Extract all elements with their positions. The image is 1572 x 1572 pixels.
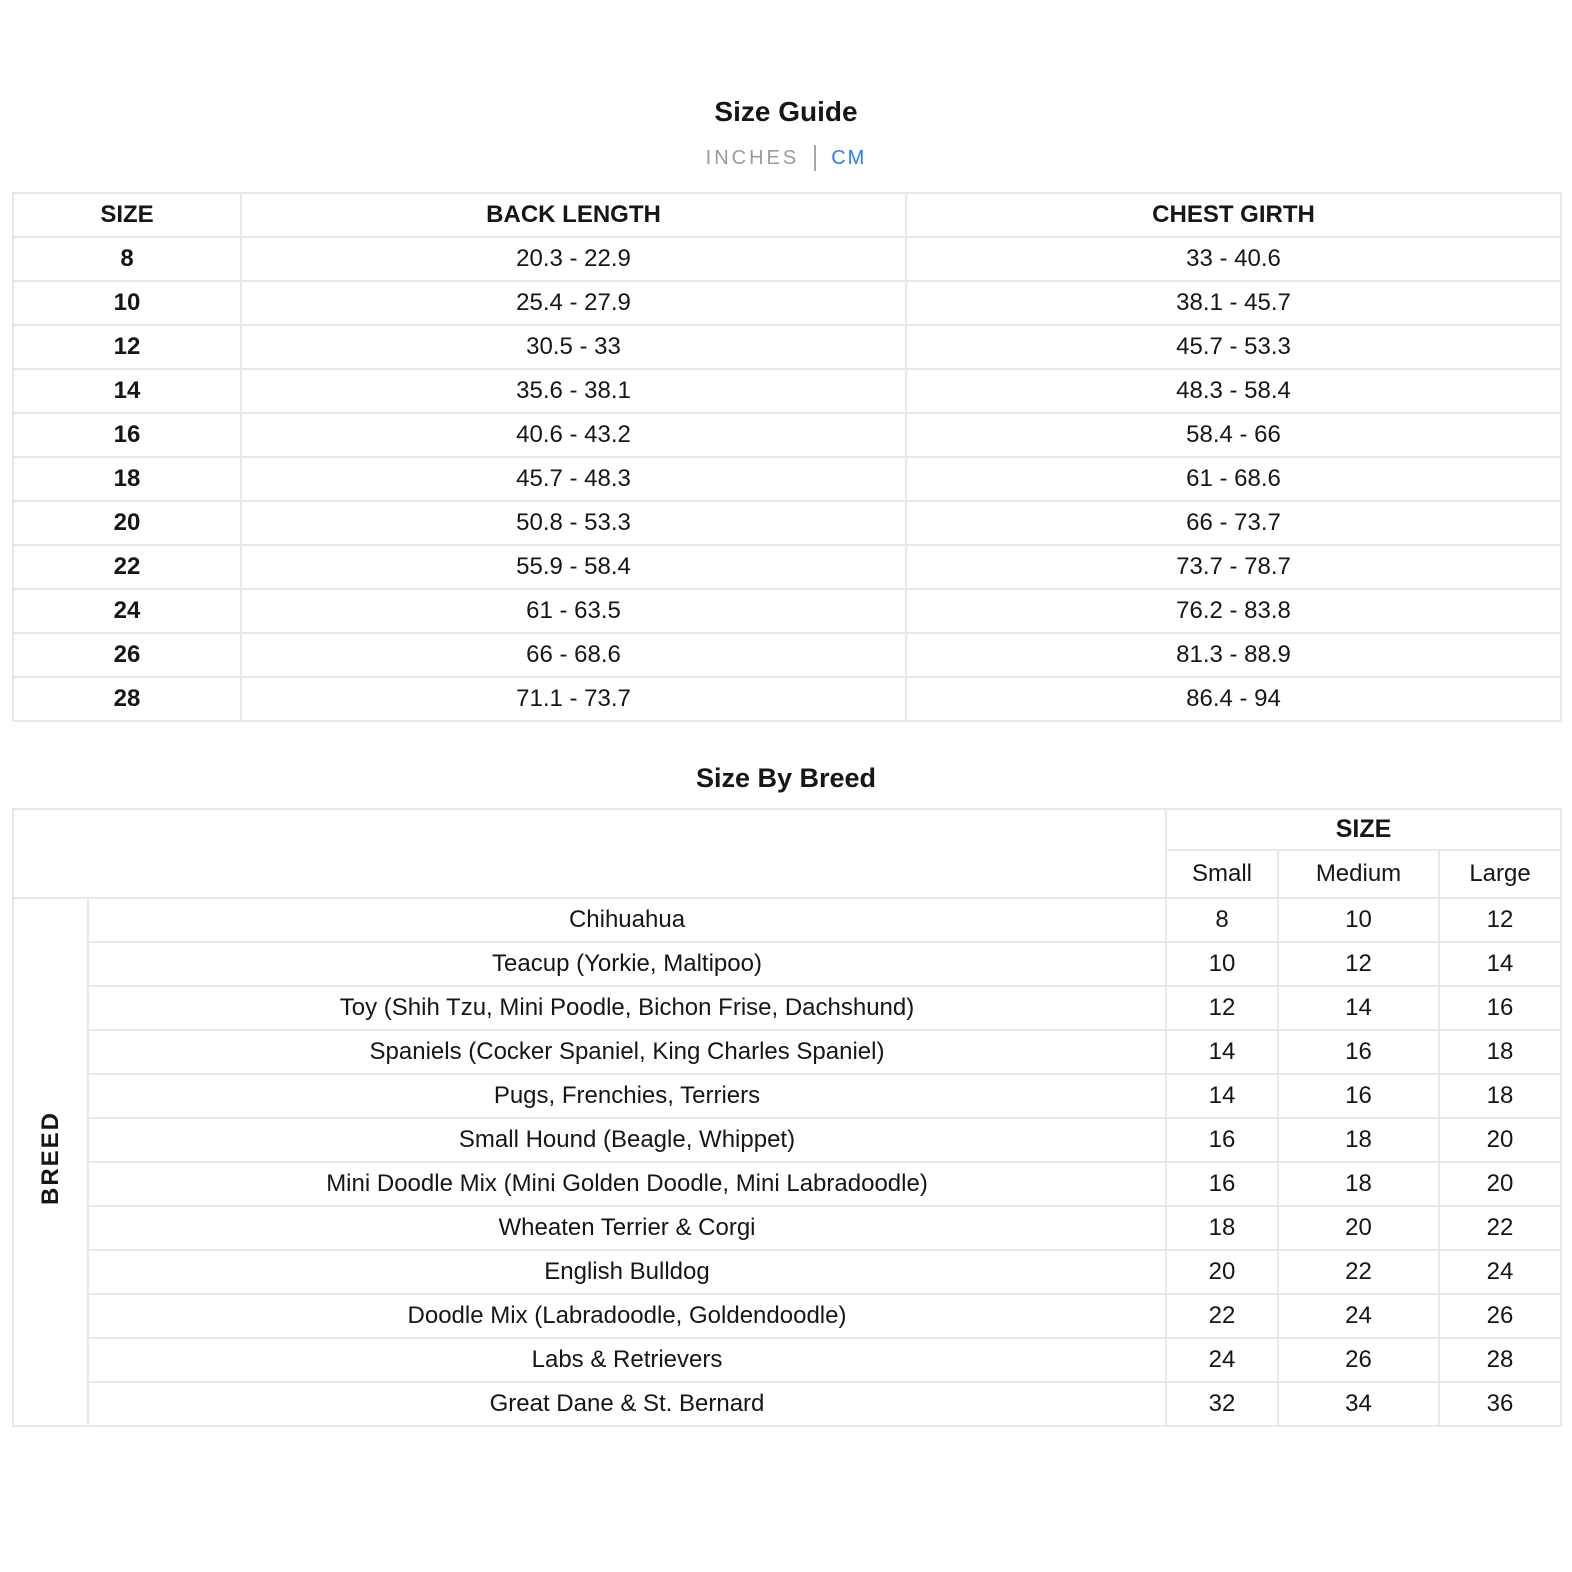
breed-row xyxy=(13,942,1561,986)
small-size-cell: 16 xyxy=(1166,1162,1278,1206)
chest-girth-column-header: CHEST GIRTH xyxy=(906,193,1561,237)
table-row xyxy=(13,281,1561,325)
breed-row xyxy=(13,898,1561,942)
back-length-cell: 45.7 - 48.3 xyxy=(241,457,906,501)
table-row xyxy=(13,677,1561,721)
chest-girth-cell: 81.3 - 88.9 xyxy=(906,633,1561,677)
size-cell: 18 xyxy=(13,457,241,501)
breed-table-size-header-row xyxy=(13,809,1561,850)
breed-row xyxy=(13,1250,1561,1294)
back-length-cell: 40.6 - 43.2 xyxy=(241,413,906,457)
breed-name-cell: Spaniels (Cocker Spaniel, King Charles Spaniel) xyxy=(88,1030,1166,1074)
size-cell: 10 xyxy=(13,281,241,325)
small-size-cell: 16 xyxy=(1166,1118,1278,1162)
large-size-cell: 18 xyxy=(1439,1030,1561,1074)
large-size-cell: 24 xyxy=(1439,1250,1561,1294)
breed-name-cell: Labs & Retrievers xyxy=(88,1338,1166,1382)
back-length-cell: 61 - 63.5 xyxy=(241,589,906,633)
table-row xyxy=(13,237,1561,281)
large-size-cell: 28 xyxy=(1439,1338,1561,1382)
chest-girth-cell: 38.1 - 45.7 xyxy=(906,281,1561,325)
size-cell: 24 xyxy=(13,589,241,633)
back-length-cell: 35.6 - 38.1 xyxy=(241,369,906,413)
large-size-cell: 22 xyxy=(1439,1206,1561,1250)
table-row xyxy=(13,457,1561,501)
small-size-cell: 12 xyxy=(1166,986,1278,1030)
size-cell: 12 xyxy=(13,325,241,369)
breed-row xyxy=(13,1382,1561,1426)
large-column-header: Large xyxy=(1439,850,1561,898)
chest-girth-cell: 33 - 40.6 xyxy=(906,237,1561,281)
breed-name-cell: Small Hound (Beagle, Whippet) xyxy=(88,1118,1166,1162)
small-size-cell: 14 xyxy=(1166,1030,1278,1074)
breed-row xyxy=(13,1294,1561,1338)
medium-size-cell: 22 xyxy=(1278,1250,1439,1294)
table-row xyxy=(13,413,1561,457)
small-size-cell: 14 xyxy=(1166,1074,1278,1118)
size-guide-title: Size Guide xyxy=(714,96,858,127)
large-size-cell: 12 xyxy=(1439,898,1561,942)
medium-size-cell: 18 xyxy=(1278,1162,1439,1206)
breed-name-cell: Wheaten Terrier & Corgi xyxy=(88,1206,1166,1250)
small-size-cell: 22 xyxy=(1166,1294,1278,1338)
table-row xyxy=(13,369,1561,413)
medium-size-cell: 12 xyxy=(1278,942,1439,986)
inches-toggle-button[interactable]: INCHES xyxy=(705,147,800,169)
medium-size-cell: 10 xyxy=(1278,898,1439,942)
chest-girth-cell: 76.2 - 83.8 xyxy=(906,589,1561,633)
size-cell: 22 xyxy=(13,545,241,589)
size-column-header: SIZE xyxy=(13,193,241,237)
size-by-breed-title: Size By Breed xyxy=(695,763,877,793)
breed-name-cell: Doodle Mix (Labradoodle, Goldendoodle) xyxy=(88,1294,1166,1338)
small-size-cell: 18 xyxy=(1166,1206,1278,1250)
table-row xyxy=(13,325,1561,369)
table-row xyxy=(13,501,1561,545)
size-group-header: SIZE xyxy=(1166,809,1561,850)
small-size-cell: 20 xyxy=(1166,1250,1278,1294)
medium-size-cell: 16 xyxy=(1278,1074,1439,1118)
size-cell: 28 xyxy=(13,677,241,721)
breed-name-cell: Pugs, Frenchies, Terriers xyxy=(88,1074,1166,1118)
medium-column-header: Medium xyxy=(1278,850,1439,898)
medium-size-cell: 26 xyxy=(1278,1338,1439,1382)
small-size-cell: 32 xyxy=(1166,1382,1278,1426)
chest-girth-cell: 58.4 - 66 xyxy=(906,413,1561,457)
breed-row xyxy=(13,1118,1561,1162)
medium-size-cell: 24 xyxy=(1278,1294,1439,1338)
table-row xyxy=(13,545,1561,589)
size-cell: 14 xyxy=(13,369,241,413)
back-length-cell: 30.5 - 33 xyxy=(241,325,906,369)
back-length-cell: 55.9 - 58.4 xyxy=(241,545,906,589)
medium-size-cell: 20 xyxy=(1278,1206,1439,1250)
small-size-cell: 24 xyxy=(1166,1338,1278,1382)
small-column-header: Small xyxy=(1166,850,1278,898)
size-cell: 26 xyxy=(13,633,241,677)
large-size-cell: 18 xyxy=(1439,1074,1561,1118)
breed-axis-cell xyxy=(13,898,88,1426)
breed-row xyxy=(13,1162,1561,1206)
breed-name-cell: Toy (Shih Tzu, Mini Poodle, Bichon Frise, Dachshund) xyxy=(88,986,1166,1030)
breed-name-cell: Teacup (Yorkie, Maltipoo) xyxy=(88,942,1166,986)
breed-row xyxy=(13,1030,1561,1074)
large-size-cell: 16 xyxy=(1439,986,1561,1030)
back-length-cell: 71.1 - 73.7 xyxy=(241,677,906,721)
breed-row xyxy=(13,1074,1561,1118)
back-length-cell: 25.4 - 27.9 xyxy=(241,281,906,325)
large-size-cell: 26 xyxy=(1439,1294,1561,1338)
medium-size-cell: 16 xyxy=(1278,1030,1439,1074)
size-cell: 20 xyxy=(13,501,241,545)
size-cell: 8 xyxy=(13,237,241,281)
large-size-cell: 36 xyxy=(1439,1382,1561,1426)
size-guide-header-row xyxy=(13,193,1561,237)
breed-name-cell: Great Dane & St. Bernard xyxy=(88,1382,1166,1426)
toggle-divider xyxy=(814,145,816,171)
breed-axis-label: BREED xyxy=(36,1111,64,1206)
corner-empty-cell xyxy=(13,809,1166,898)
breed-row xyxy=(13,1338,1561,1382)
large-size-cell: 20 xyxy=(1439,1162,1561,1206)
breed-name-cell: English Bulldog xyxy=(88,1250,1166,1294)
medium-size-cell: 34 xyxy=(1278,1382,1439,1426)
size-cell: 16 xyxy=(13,413,241,457)
small-size-cell: 8 xyxy=(1166,898,1278,942)
chest-girth-cell: 48.3 - 58.4 xyxy=(906,369,1561,413)
small-size-cell: 10 xyxy=(1166,942,1278,986)
size-guide-table xyxy=(12,192,1562,722)
back-length-column-header: BACK LENGTH xyxy=(241,193,906,237)
table-row xyxy=(13,589,1561,633)
table-row xyxy=(13,633,1561,677)
large-size-cell: 20 xyxy=(1439,1118,1561,1162)
chest-girth-cell: 66 - 73.7 xyxy=(906,501,1561,545)
chest-girth-cell: 45.7 - 53.3 xyxy=(906,325,1561,369)
chest-girth-cell: 86.4 - 94 xyxy=(906,677,1561,721)
back-length-cell: 20.3 - 22.9 xyxy=(241,237,906,281)
size-by-breed-table xyxy=(12,808,1562,1427)
chest-girth-cell: 73.7 - 78.7 xyxy=(906,545,1561,589)
back-length-cell: 50.8 - 53.3 xyxy=(241,501,906,545)
breed-row xyxy=(13,986,1561,1030)
unit-toggle xyxy=(0,145,1572,171)
breed-name-cell: Mini Doodle Mix (Mini Golden Doodle, Mini Labradoodle) xyxy=(88,1162,1166,1206)
breed-row xyxy=(13,1206,1561,1250)
large-size-cell: 14 xyxy=(1439,942,1561,986)
cm-toggle-button[interactable]: CM xyxy=(831,147,867,169)
chest-girth-cell: 61 - 68.6 xyxy=(906,457,1561,501)
breed-name-cell: Chihuahua xyxy=(88,898,1166,942)
medium-size-cell: 18 xyxy=(1278,1118,1439,1162)
back-length-cell: 66 - 68.6 xyxy=(241,633,906,677)
medium-size-cell: 14 xyxy=(1278,986,1439,1030)
